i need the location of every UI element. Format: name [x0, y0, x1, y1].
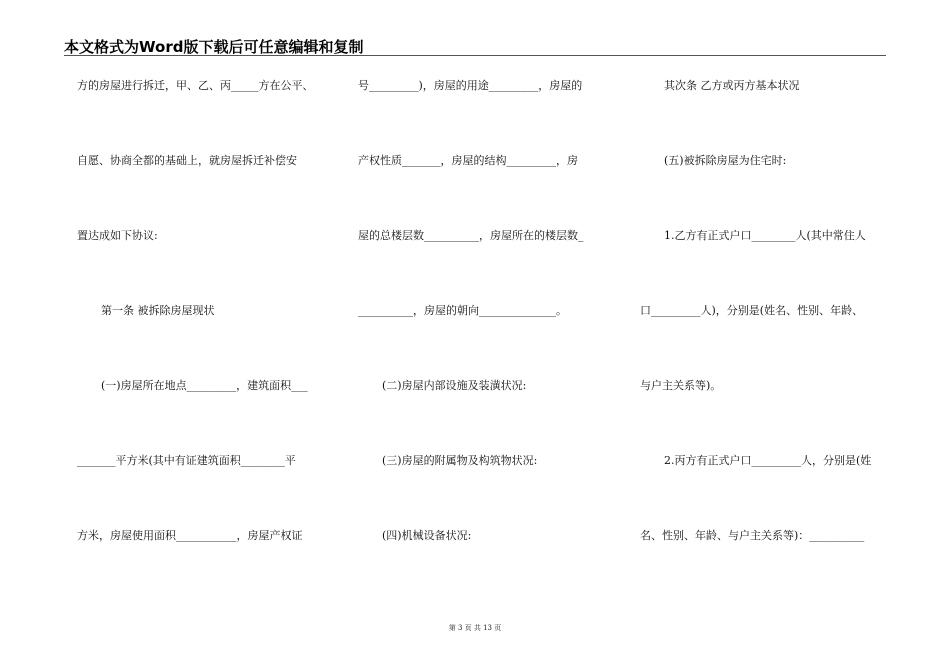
- document-header-title: 本文格式为Word版下载后可任意编辑和复制: [64, 38, 364, 56]
- col1-line-2: 自愿、协商全都的基础上，就房屋拆迁补偿安: [77, 154, 297, 167]
- col1-line-1: 方的房屋进行拆迁，甲、乙、丙_____方在公平、: [77, 79, 314, 92]
- col2-line-6: (三)房屋的附属物及构筑物状况:: [382, 454, 538, 467]
- header-divider: [64, 55, 886, 56]
- col2-line-3: 屋的总楼层数__________，房屋所在的楼层数_: [358, 229, 584, 242]
- col2-line-1: 号_________)，房屋的用途_________，房屋的: [358, 79, 583, 92]
- col1-line-6: _______平方米(其中有证建筑面积________平: [77, 454, 296, 467]
- col1-line-4: 第一条 被拆除房屋现状: [101, 304, 215, 317]
- col2-line-4: __________，房屋的朝向______________。: [358, 304, 567, 317]
- col3-line-6: 2.丙方有正式户口_________人，分别是(姓: [664, 454, 872, 467]
- col3-line-1: 其次条 乙方或丙方基本状况: [664, 79, 800, 92]
- col3-line-3: 1.乙方有正式户口________人(其中常住人: [664, 229, 866, 242]
- col3-line-2: (五)被拆除房屋为住宅时:: [664, 154, 787, 167]
- col3-line-4: 口_________人)，分别是(姓名、性别、年龄、: [640, 304, 864, 317]
- col1-line-7: 方米，房屋使用面积___________，房屋产权证: [77, 529, 303, 542]
- col2-line-5: (二)房屋内部设施及装潢状况:: [382, 379, 527, 392]
- col2-line-2: 产权性质_______，房屋的结构_________，房: [358, 154, 578, 167]
- col1-line-3: 置达成如下协议:: [77, 229, 158, 242]
- col3-line-7: 名、性别、年龄、与户主关系等)：__________: [640, 529, 865, 542]
- col1-line-5: (一)房屋所在地点_________，建筑面积___: [101, 379, 308, 392]
- col3-line-5: 与户主关系等)。: [640, 379, 722, 392]
- col2-line-7: (四)机械设备状况:: [382, 529, 472, 542]
- page-number-footer: 第 3 页 共 13 页: [448, 624, 502, 632]
